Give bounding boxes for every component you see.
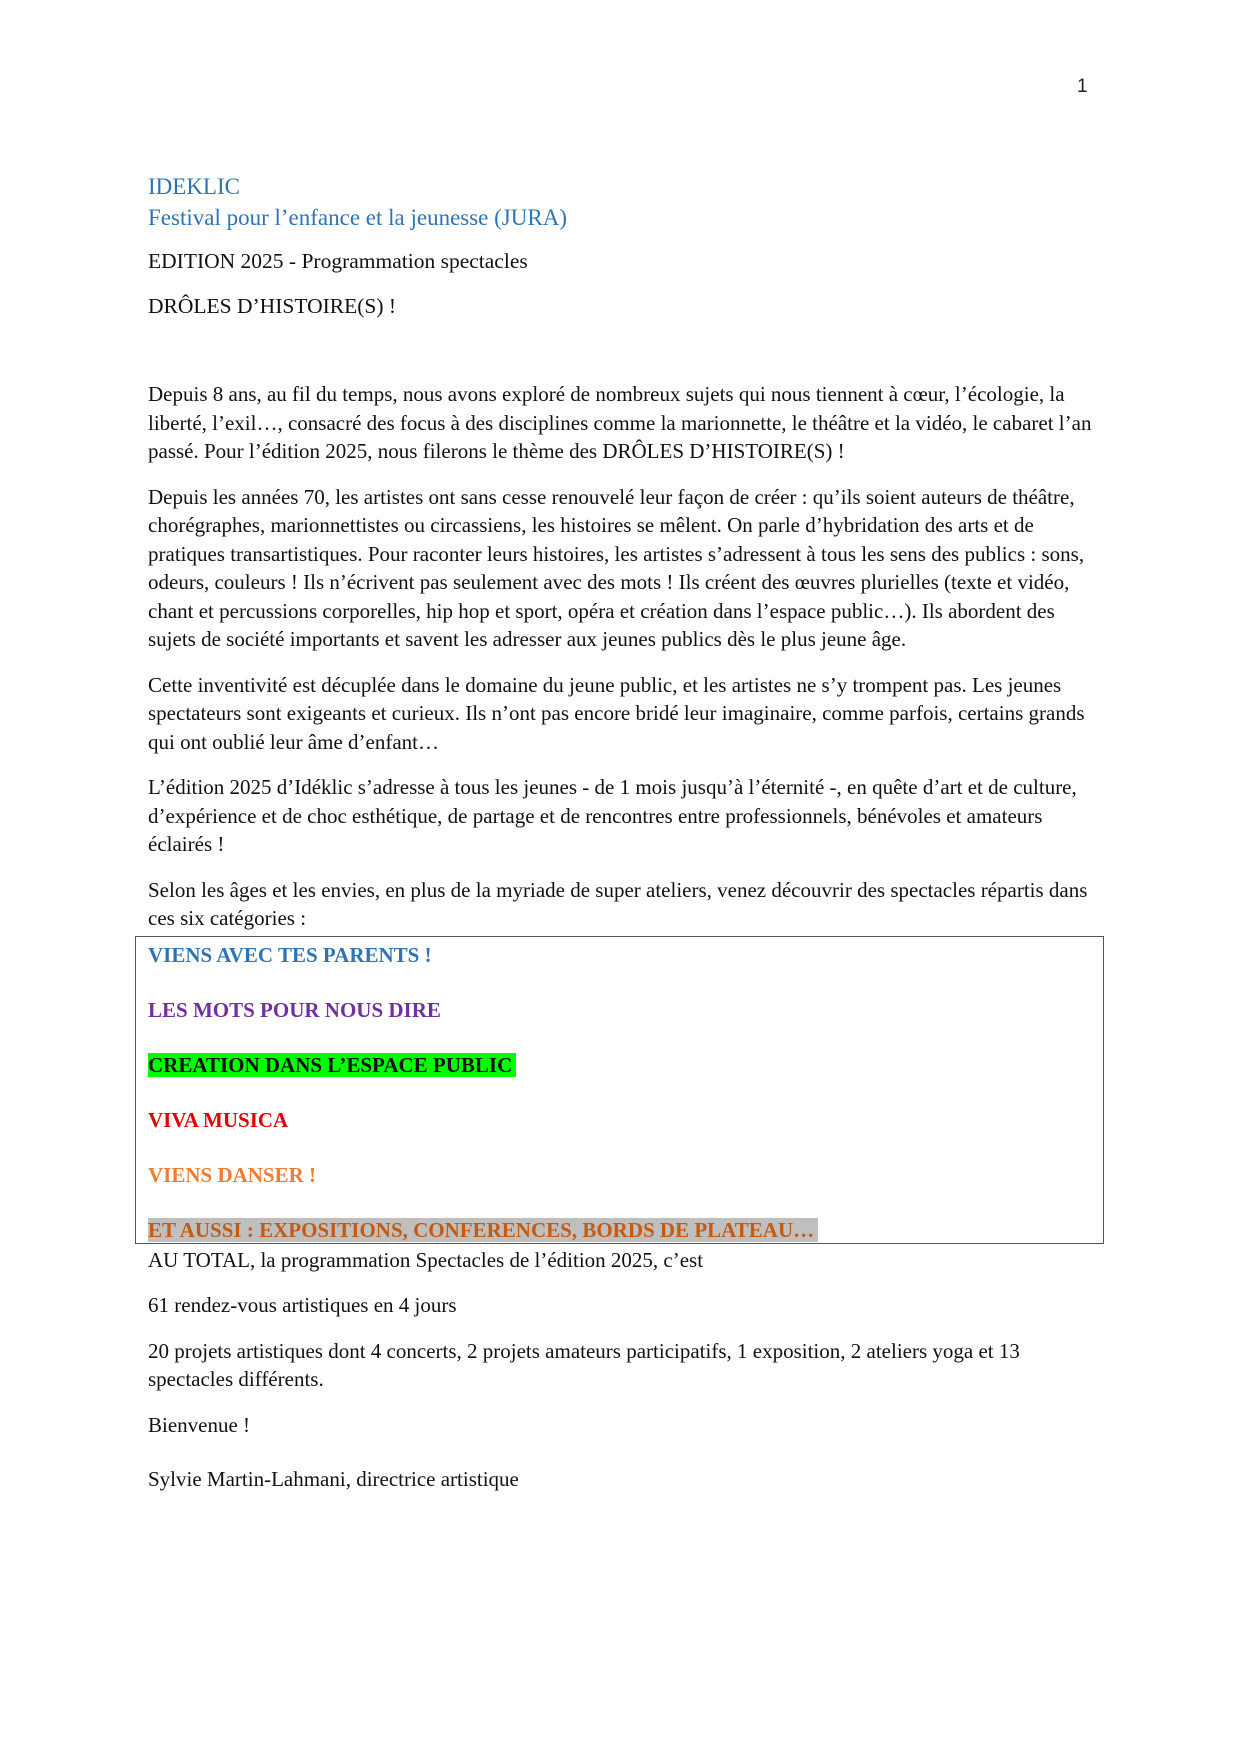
edition-heading: EDITION 2025 - Programmation spectacles xyxy=(148,249,528,273)
category-label: VIENS DANSER ! xyxy=(148,1162,317,1187)
signature: Sylvie Martin-Lahmani, directrice artistique xyxy=(148,1467,519,1491)
paragraph: Depuis les années 70, les artistes ont sans cesse renouvelé leur façon de créer : qu’ils soient auteurs de théâtre, chorégraphes, marionnettistes ou circassiens, les histoires se mêlent. On parle d’hybridation des arts et de pratiques transartistiques. Pour raconter leurs histoires, les artistes s’adressent à tous les sens des publics : sons, odeurs, couleurs ! Ils n’écrivent pas seulement avec des mots ! Ils créent des œuvres plurielles (texte et vidéo, chant et percussions corporelles, hip hop et sport, opéra et création dans l’espace public…). Ils abordent des sujets de société importants et savent les adresser aux jeunes publics dès le plus jeune âge. xyxy=(148,484,1085,651)
summary-intro: AU TOTAL, la programmation Spectacles de l’édition 2025, c’est xyxy=(148,1247,704,1272)
paragraph: Cette inventivité est décuplée dans le domaine du jeune public, et les artistes ne s’y trompent pas. Les jeunes spectateurs sont exigeants et curieux. Ils n’ont pas encore bridé leur imaginaire, comme parfois, certains grands qui ont oublié leur âme d’enfant… xyxy=(148,672,1085,754)
theme-heading: DRÔLES D’HISTOIRE(S) ! xyxy=(148,293,397,318)
categories-box xyxy=(135,936,1104,1244)
intro-section xyxy=(148,380,1098,933)
welcome-text: Bienvenue ! xyxy=(148,1412,251,1437)
category-item xyxy=(148,1107,1091,1134)
category-label: VIVA MUSICA xyxy=(148,1107,289,1132)
page-number: 1 xyxy=(1077,76,1088,97)
document-body xyxy=(148,171,1098,1511)
category-item xyxy=(148,1217,1091,1244)
paragraph: Selon les âges et les envies, en plus de la myriade de super ateliers, venez découvrir des spectacles répartis dans ces six catégories : xyxy=(148,877,1088,930)
summary-count: 61 rendez-vous artistiques en 4 jours xyxy=(148,1293,457,1317)
paragraph: Depuis 8 ans, au fil du temps, nous avons exploré de nombreux sujets qui nous tiennent à cœur, l’écologie, la liberté, l’exil…, consacré des focus à des disciplines comme la marionnette, le théâtre et la vidéo, le cabaret l’an passé. Pour l’édition 2025, nous filerons le thème des DRÔLES D’HISTOIRE(S) ! xyxy=(148,382,1092,463)
category-item xyxy=(148,942,1091,969)
category-item xyxy=(148,1162,1091,1189)
paragraph: L’édition 2025 d’Idéklic s’adresse à tous les jeunes - de 1 mois jusqu’à l’éternité -, en quête d’art et de culture, d’expérience et de choc esthétique, de partage et de rencontres entre professionnels, bénévoles et amateurs éclairés ! xyxy=(148,775,1077,856)
category-label: VIENS AVEC TES PARENTS ! xyxy=(148,942,432,967)
category-label: CREATION DANS L’ESPACE PUBLIC xyxy=(148,1053,516,1077)
category-label: ET AUSSI : EXPOSITIONS, CONFERENCES, BORDS DE PLATEAU… xyxy=(148,1218,818,1242)
summary-section xyxy=(148,1246,1098,1494)
category-item xyxy=(148,1052,1091,1079)
summary-detail: 20 projets artistiques dont 4 concerts, 2 projets amateurs participatifs, 1 exposition, 2 ateliers yoga et 13 spectacles différents. xyxy=(148,1338,1020,1391)
category-item xyxy=(148,997,1091,1024)
org-title: IDEKLIC xyxy=(148,174,240,199)
festival-subtitle: Festival pour l’enfance et la jeunesse (JURA) xyxy=(148,205,567,230)
category-label: LES MOTS POUR NOUS DIRE xyxy=(148,997,441,1022)
